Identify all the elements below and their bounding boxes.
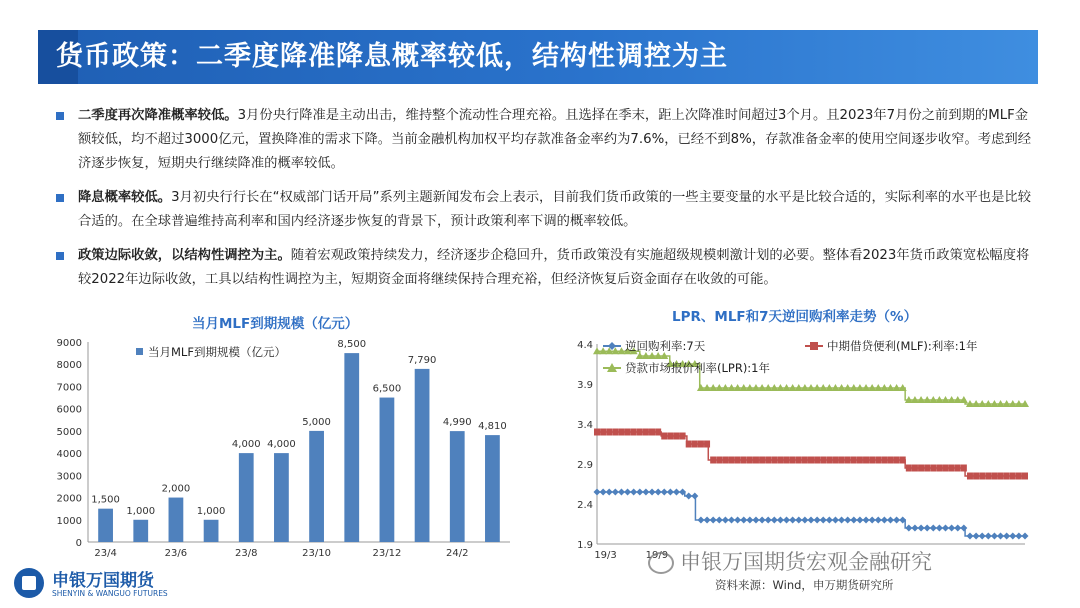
data-label: 5,000 xyxy=(302,416,331,428)
data-point xyxy=(887,457,893,464)
data-point xyxy=(710,457,716,464)
x-tick-label: 23/10 xyxy=(302,548,331,559)
data-point xyxy=(692,441,698,448)
data-point xyxy=(1004,473,1010,480)
data-point xyxy=(851,457,857,464)
data-point xyxy=(777,457,783,464)
data-point xyxy=(856,517,863,524)
y-tick-label: 3.4 xyxy=(577,420,593,431)
data-point xyxy=(606,429,612,436)
data-point xyxy=(979,533,986,540)
data-point xyxy=(673,433,679,440)
data-point xyxy=(998,473,1004,480)
bullet-heading: 二季度再次降准概率较低。 xyxy=(78,108,238,123)
legend-label: 贷款市场报价利率(LPR):1年 xyxy=(625,361,770,375)
data-point xyxy=(863,517,870,524)
data-point xyxy=(991,533,998,540)
data-point xyxy=(722,517,729,524)
bar xyxy=(415,369,430,542)
data-point xyxy=(642,489,649,496)
data-point xyxy=(594,489,601,496)
data-point xyxy=(600,489,607,496)
data-label: 1,000 xyxy=(126,505,156,517)
legend-swatch xyxy=(136,348,143,355)
data-label: 2,000 xyxy=(161,483,191,495)
series-line xyxy=(597,351,1025,404)
data-point xyxy=(973,533,980,540)
data-point xyxy=(943,465,949,472)
bar xyxy=(204,520,219,542)
data-point xyxy=(814,457,820,464)
data-point xyxy=(594,429,600,436)
y-tick-label: 2.9 xyxy=(577,460,593,471)
data-point xyxy=(955,465,961,472)
y-tick-label: 2.4 xyxy=(577,500,593,511)
data-point xyxy=(680,433,686,440)
bullet-heading: 政策边际收敛，以结构性调控为主。 xyxy=(78,248,291,263)
data-point xyxy=(801,517,808,524)
data-point xyxy=(949,465,955,472)
data-point xyxy=(985,473,991,480)
bar xyxy=(485,435,500,542)
data-label: 1,000 xyxy=(196,505,226,517)
y-tick-label: 5000 xyxy=(56,426,82,438)
y-tick-label: 1.9 xyxy=(577,540,593,551)
data-point xyxy=(985,533,992,540)
data-point xyxy=(924,465,930,472)
data-point xyxy=(740,517,747,524)
data-point xyxy=(722,457,728,464)
logo-chinese-name: 申银万国期货 xyxy=(52,571,154,591)
data-label: 7,790 xyxy=(407,354,437,366)
bullet-list xyxy=(56,104,1036,302)
legend-label: 当月MLF到期规模（亿元） xyxy=(148,345,286,359)
data-point xyxy=(948,525,955,532)
data-point xyxy=(808,457,814,464)
bullet-text: 3月初央行行长在“权威部门话开局”系列主题新闻发布会上表示，目前我们货币政策的一些主要变量的水平是比较合适的，实际利率的水平也是比较合适的。在全球普遍维持高利率和国内经济逐步恢复的背景下，预计政策利率下调的概率较低。 xyxy=(78,190,1032,229)
data-point xyxy=(698,441,704,448)
data-point xyxy=(612,489,619,496)
data-point xyxy=(942,525,949,532)
y-tick-label: 8000 xyxy=(56,360,82,372)
series-1 xyxy=(594,429,1028,480)
data-point xyxy=(850,517,857,524)
data-point xyxy=(844,517,851,524)
data-point xyxy=(624,489,631,496)
bar xyxy=(380,398,395,542)
data-point xyxy=(918,465,924,472)
data-label: 4,810 xyxy=(478,421,507,433)
data-point xyxy=(600,429,606,436)
bar xyxy=(309,431,324,542)
watermark xyxy=(645,546,932,576)
data-point xyxy=(691,493,698,500)
data-point xyxy=(924,525,931,532)
data-point xyxy=(905,525,912,532)
data-point xyxy=(667,489,674,496)
bullet-text: 随着宏观政策持续发力，经济逐步企稳回升，货币政策没有实施超级规模刺激计划的必要。整体看2023年货币政策宽松幅度将较2022年边际收敛，工具以结构性调控为主，短期资金面将继续保持合理充裕，但经济恢复后资金面存在收敛的可能。 xyxy=(78,248,1030,287)
data-point xyxy=(759,457,765,464)
data-point xyxy=(710,517,717,524)
data-point xyxy=(869,457,875,464)
line-chart-title: LPR、MLF和7天逆回购利率走势（%） xyxy=(672,309,918,325)
data-point xyxy=(631,429,637,436)
data-point xyxy=(765,517,772,524)
series-0 xyxy=(594,489,1029,540)
series-2 xyxy=(593,347,1029,407)
company-logo xyxy=(14,566,214,606)
data-point xyxy=(954,525,961,532)
data-point xyxy=(746,517,753,524)
legend-marker xyxy=(810,342,818,350)
data-point xyxy=(790,457,796,464)
data-point xyxy=(820,517,827,524)
data-point xyxy=(826,517,833,524)
data-point xyxy=(704,517,711,524)
series-line xyxy=(597,492,1025,536)
y-tick-label: 1000 xyxy=(56,515,82,527)
data-label: 4,000 xyxy=(231,439,261,451)
data-point xyxy=(820,457,826,464)
data-point xyxy=(967,473,973,480)
title-banner xyxy=(38,30,1038,84)
bar xyxy=(450,431,465,542)
data-point xyxy=(673,489,680,496)
data-label: 1,500 xyxy=(91,494,120,506)
data-point xyxy=(906,465,912,472)
data-point xyxy=(618,429,624,436)
page-title: 货币政策：二季度降准降息概率较低，结构性调控为主 xyxy=(56,41,728,72)
data-label: 4,000 xyxy=(267,439,296,451)
data-point xyxy=(697,517,704,524)
data-point xyxy=(1015,533,1022,540)
data-point xyxy=(893,517,900,524)
data-point xyxy=(1009,533,1016,540)
data-point xyxy=(875,517,882,524)
data-point xyxy=(667,433,673,440)
data-point xyxy=(771,517,778,524)
y-tick-label: 3.9 xyxy=(577,380,593,391)
data-point xyxy=(911,525,918,532)
bar-chart-title: 当月MLF到期规模（亿元） xyxy=(192,316,359,332)
bar xyxy=(344,353,359,542)
bullet-item xyxy=(56,244,1036,292)
data-point xyxy=(997,533,1004,540)
data-point xyxy=(771,457,777,464)
data-point xyxy=(752,517,759,524)
logo-english-name: SHENYIN & WANGUO FUTURES xyxy=(52,589,168,598)
data-point xyxy=(643,429,649,436)
data-source: 资料来源：Wind，申万期货研究所 xyxy=(715,578,894,592)
x-tick-label: 23/12 xyxy=(372,548,402,559)
data-point xyxy=(960,525,967,532)
y-tick-label: 7000 xyxy=(56,382,82,394)
bullet-item xyxy=(56,186,1036,234)
data-point xyxy=(966,533,973,540)
data-point xyxy=(728,517,735,524)
legend-label: 中期借贷便利(MLF):利率:1年 xyxy=(827,339,978,353)
data-point xyxy=(729,457,735,464)
y-tick-label: 4.4 xyxy=(577,340,593,351)
bullet-square-icon xyxy=(56,252,64,260)
data-point xyxy=(777,517,784,524)
data-label: 8,500 xyxy=(337,339,367,351)
data-point xyxy=(912,465,918,472)
data-point xyxy=(814,517,821,524)
y-tick-label: 9000 xyxy=(56,338,82,349)
wechat-icon xyxy=(645,550,674,574)
data-point xyxy=(857,457,863,464)
data-point xyxy=(637,429,643,436)
data-point xyxy=(795,517,802,524)
data-point xyxy=(802,457,808,464)
bar xyxy=(239,453,254,542)
data-point xyxy=(973,473,979,480)
bar xyxy=(133,520,148,542)
data-point xyxy=(716,517,723,524)
data-point xyxy=(789,517,796,524)
data-point xyxy=(747,457,753,464)
y-tick-label: 2000 xyxy=(56,493,82,505)
data-label: 4,990 xyxy=(442,417,472,429)
mlf-bar-chart xyxy=(40,330,530,570)
data-point xyxy=(685,493,692,500)
data-point xyxy=(808,517,815,524)
data-point xyxy=(741,457,747,464)
watermark-text: 申银万国期货宏观金融研究 xyxy=(680,550,932,574)
bar xyxy=(274,453,289,542)
data-point xyxy=(765,457,771,464)
data-point xyxy=(612,429,618,436)
data-point xyxy=(625,429,631,436)
data-point xyxy=(716,457,722,464)
data-point xyxy=(759,517,766,524)
series-line xyxy=(597,432,1025,476)
data-point xyxy=(1022,533,1029,540)
bullet-item xyxy=(56,104,1036,176)
data-point xyxy=(655,489,662,496)
rates-line-chart xyxy=(555,330,1035,570)
data-point xyxy=(655,429,661,436)
data-point xyxy=(1022,473,1028,480)
data-point xyxy=(753,457,759,464)
data-point xyxy=(845,457,851,464)
x-tick-label: 23/4 xyxy=(94,548,117,559)
data-point xyxy=(1010,473,1016,480)
bullet-text: 3月份央行降准是主动出击，维持整个流动性合理充裕。且选择在季末，距上次降准时间超过3个月。且2023年7月份之前到期的MLF金额较低，均不超过3000亿元，置换降准的需求下降。当前金融机构加权平均存款准备金率约为7.6%，已经不到8%，存款准备金率的使用空间逐步收窄。考虑到经济逐步恢复，短期央行继续降准的概率较低。 xyxy=(78,108,1032,171)
data-point xyxy=(734,517,741,524)
y-tick-label: 3000 xyxy=(56,471,82,483)
data-point xyxy=(979,473,985,480)
data-point xyxy=(1003,533,1010,540)
data-point xyxy=(1016,473,1022,480)
data-point xyxy=(686,441,692,448)
data-point xyxy=(918,525,925,532)
bar xyxy=(169,498,184,542)
y-tick-label: 0 xyxy=(75,538,82,549)
data-point xyxy=(832,457,838,464)
data-point xyxy=(838,517,845,524)
data-point xyxy=(894,457,900,464)
data-point xyxy=(704,441,710,448)
data-point xyxy=(900,457,906,464)
x-tick-label: 23/8 xyxy=(235,548,258,559)
bar xyxy=(98,509,113,542)
data-point xyxy=(991,473,997,480)
bullet-square-icon xyxy=(56,194,64,202)
data-point xyxy=(839,457,845,464)
data-label: 6,500 xyxy=(372,383,402,395)
data-point xyxy=(649,429,655,436)
data-point xyxy=(649,489,656,496)
data-point xyxy=(618,489,625,496)
data-point xyxy=(887,517,894,524)
data-point xyxy=(869,517,876,524)
x-tick-label: 23/6 xyxy=(164,548,188,559)
logo-mark-icon xyxy=(14,568,44,598)
data-point xyxy=(881,517,888,524)
bullet-square-icon xyxy=(56,112,64,120)
data-point xyxy=(832,517,839,524)
data-point xyxy=(881,457,887,464)
data-point xyxy=(936,465,942,472)
data-point xyxy=(783,517,790,524)
bullet-heading: 降息概率较低。 xyxy=(78,190,172,205)
data-point xyxy=(875,457,881,464)
data-point xyxy=(630,489,637,496)
data-point xyxy=(606,489,613,496)
data-point xyxy=(784,457,790,464)
x-tick-label: 24/2 xyxy=(446,548,469,559)
data-point xyxy=(636,489,643,496)
x-tick-label: 19/9 xyxy=(645,550,669,561)
legend-label: 逆回购利率:7天 xyxy=(625,339,706,353)
data-point xyxy=(930,465,936,472)
y-tick-label: 6000 xyxy=(56,404,82,416)
data-point xyxy=(936,525,943,532)
x-tick-label: 19/3 xyxy=(594,550,617,561)
data-point xyxy=(826,457,832,464)
data-point xyxy=(796,457,802,464)
data-point xyxy=(661,489,668,496)
data-point xyxy=(930,525,937,532)
y-tick-label: 4000 xyxy=(56,449,82,461)
data-point xyxy=(661,433,667,440)
data-point xyxy=(863,457,869,464)
data-point xyxy=(735,457,741,464)
data-point xyxy=(961,465,967,472)
